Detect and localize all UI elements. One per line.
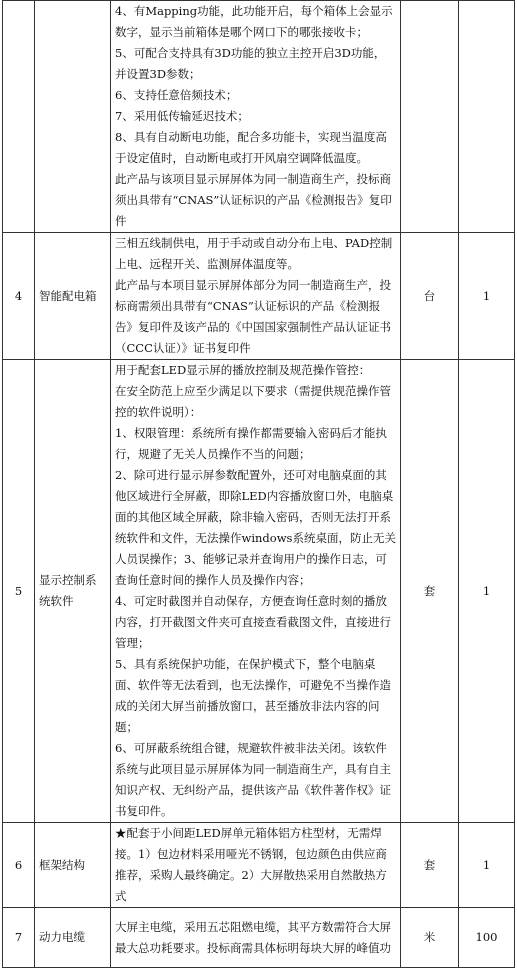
row-unit: 套 <box>401 823 459 908</box>
row-quantity: 1 <box>459 823 515 908</box>
desc-line: 此产品与该项目显示屏屏体为同一制造商生产，投标商须出具带有“CNAS”认证标识的产品《检测报告》复印件 <box>115 172 392 228</box>
desc-line: 在安全防范上应至少满足以下要求（需提供规范操作管控的软件说明）： <box>115 384 391 419</box>
desc-line: 4、可定时截图并自动保存，方便查询任意时刻的播放内容，打开截图文件夹可直接查看截图文件，直接进行管理； <box>115 594 391 650</box>
desc-line: ★配套于小间距LED屏单元箱体铝方柱型材，无需焊接。1）包边材料采用哑光不锈钢，包边颜色由供应商推荐，采购人最终确定。2）大屏散热采用自然散热方式 <box>115 826 387 903</box>
table-row <box>3 823 515 908</box>
row-index: 4 <box>3 233 35 360</box>
row-name <box>35 1 111 233</box>
row-description <box>111 823 401 908</box>
desc-line: 大屏主电缆，采用五芯阻燃电缆，其平方数需符合大屏最大总功耗要求。投标商需具体标明每块大屏的峰值功 <box>115 919 391 955</box>
table-row <box>3 908 515 968</box>
table-row <box>3 233 515 360</box>
table-row <box>3 360 515 823</box>
desc-line: 5、具有系统保护功能，在保护模式下，整个电脑桌面、软件等无法看到，也无法操作，可避免不当操作造成的关闭大屏当前播放窗口，甚至播放非法内容的问题； <box>115 657 391 734</box>
row-description <box>111 233 401 360</box>
row-name: 动力电缆 <box>35 908 111 968</box>
desc-line: 用于配套LED显示屏的播放控制及规范操作管控： <box>115 363 371 377</box>
table-row <box>3 1 515 233</box>
desc-line: 8、具有自动断电功能，配合多功能卡，实现当温度高于设定值时，自动断电或打开风扇空调降低温度。 <box>115 130 387 165</box>
row-description <box>111 908 401 968</box>
desc-line: 6、支持任意倍频技术； <box>115 88 238 102</box>
row-name: 智能配电箱 <box>35 233 111 360</box>
desc-line: 1、权限管理：系统所有操作都需要输入密码后才能执行，规避了无关人员操作不当的问题； <box>115 426 387 461</box>
row-index: 5 <box>3 360 35 823</box>
desc-line: 三相五线制供电，用于手动或自动分布上电、PAD控制上电、远程开关、监测屏体温度等。 <box>115 236 393 271</box>
row-quantity: 1 <box>459 233 515 360</box>
row-description <box>111 360 401 823</box>
desc-line: 2、除可进行显示屏参数配置外，还可对电脑桌面的其他区域进行全屏蔽，即除LED内容播放窗口外，电脑桌面的其他区域全屏蔽，除非输入密码，否则无法打开系统软件和文件，无法操作windows系统桌面，防止无关人员误操作；3、能够记录并查询用户的操作日志，可查询任意时间的操作人员及操作内容； <box>115 468 396 587</box>
desc-line: 7、采用低传输延迟技术； <box>115 109 249 123</box>
row-unit: 台 <box>401 233 459 360</box>
desc-line: 6、可屏蔽系统组合键，规避软件被非法关闭。该软件系统与此项目显示屏屏体为同一制造商生产，具有自主知识产权、无纠纷产品，提供该产品《软件著作权》证书复印件。 <box>115 741 391 818</box>
row-quantity: 100 <box>459 908 515 968</box>
desc-line: 4、有Mapping功能，此功能开启，每个箱体上会显示数字，显示当前箱体是哪个网口下的哪张接收卡； <box>115 4 393 39</box>
row-index <box>3 1 35 233</box>
row-quantity <box>459 1 515 233</box>
row-description <box>111 1 401 233</box>
row-name: 显示控制系统软件 <box>35 360 111 823</box>
desc-line: 此产品与本项目显示屏屏体部分为同一制造商生产，投标商需须出具带有“CNAS”认证标识的产品《检测报告》复印件及该产品的《中国国家强制性产品认证证书（CCC认证）》证书复印件 <box>115 278 391 355</box>
row-unit: 套 <box>401 360 459 823</box>
row-index: 7 <box>3 908 35 968</box>
row-quantity: 1 <box>459 360 515 823</box>
spec-table <box>2 0 515 968</box>
row-name: 框架结构 <box>35 823 111 908</box>
row-index: 6 <box>3 823 35 908</box>
desc-line: 5、可配合支持具有3D功能的独立主控开启3D功能，并设置3D参数； <box>115 46 386 81</box>
row-unit <box>401 1 459 233</box>
row-unit: 米 <box>401 908 459 968</box>
